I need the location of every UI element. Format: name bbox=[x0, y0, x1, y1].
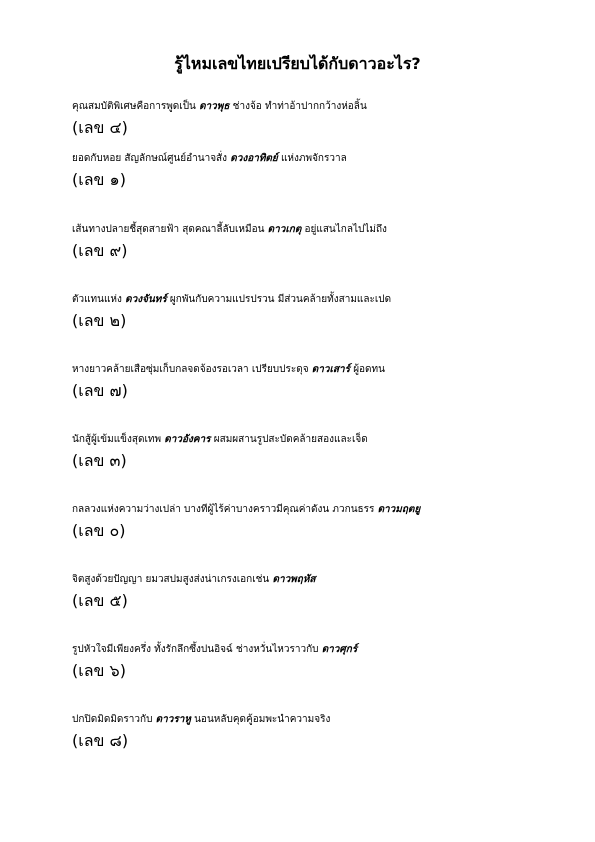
riddle-entry bbox=[72, 363, 542, 402]
planet-name: ดาวศุกร์ bbox=[321, 644, 358, 655]
answer-number: (เลข ๘) bbox=[72, 731, 129, 750]
riddle-text-after: ผูกพันกับความแปรปรวน มีส่วนคล้ายทั้งสามและเปด bbox=[166, 294, 392, 305]
riddle-text bbox=[72, 152, 542, 166]
planet-name: ดาวพฤหัส bbox=[272, 574, 316, 585]
riddle-text-after: นอนหลับคุดคู้อมพะนำความจริง bbox=[190, 714, 331, 725]
riddle-text-before: รูปหัวใจมีเพียงครึ่ง ทั้งรักลึกซึ้งปนอิจฉ์ ช่างหวั่นไหวราวกับ bbox=[72, 644, 322, 655]
riddle-text-before: ปกปิดมิดมิดราวกับ bbox=[72, 714, 156, 725]
riddle-entry bbox=[72, 573, 542, 612]
riddle-text-before: จิตสูงด้วยปัญญา ยมวสปมสูงส่งน่าเกรงเอกเช่น bbox=[72, 574, 273, 585]
planet-name: ดาวเกตุ bbox=[267, 224, 302, 235]
riddle-entry bbox=[72, 503, 542, 542]
answer-number: (เลข ๐) bbox=[72, 521, 126, 540]
planet-name: ดาวเสาร์ bbox=[311, 364, 351, 375]
riddle-text-after: แห่งภพจักรวาล bbox=[277, 153, 347, 164]
riddle-text-before: คุณสมบัติพิเศษคือการพูดเป็น bbox=[72, 101, 200, 112]
answer-number: (เลข ๒) bbox=[72, 311, 127, 330]
riddle-text bbox=[72, 713, 542, 727]
riddle-entry bbox=[72, 713, 542, 752]
answer-number: (เลข ๙) bbox=[72, 241, 128, 260]
riddle-entry bbox=[72, 293, 542, 332]
riddle-text bbox=[72, 363, 542, 377]
answer-number: (เลข ๓) bbox=[72, 451, 127, 470]
planet-name: ดวงจันทร์ bbox=[125, 294, 167, 305]
riddle-text bbox=[72, 293, 542, 307]
riddle-text-before: หางยาวคล้ายเสือซุ่มเก็บกลจดจ้องรอเวลา เปรียบประดุจ bbox=[72, 364, 312, 375]
riddle-text-before: ตัวแทนแห่ง bbox=[72, 294, 126, 305]
riddle-text bbox=[72, 643, 542, 657]
riddle-entry bbox=[72, 100, 542, 139]
riddle-text bbox=[72, 223, 542, 237]
planet-name: ดาวราหู bbox=[155, 714, 191, 725]
riddle-text-after: ผสมผสานรูปสะบัดคล้ายสองและเจ็ด bbox=[210, 434, 368, 445]
answer-number: (เลข ๕) bbox=[72, 591, 128, 610]
answer-number: (เลข ๑) bbox=[72, 170, 126, 189]
answer-number: (เลข ๗) bbox=[72, 381, 128, 400]
riddle-text bbox=[72, 573, 542, 587]
planet-name: ดาวพุธ bbox=[199, 101, 230, 112]
riddle-text-before: กลลวงแห่งความว่างเปล่า บางทีผู้ไร้ค่าบางคราวมีคุณค่าดังน ภวกนธรร bbox=[72, 504, 378, 515]
riddle-text-after: ผู้อดทน bbox=[350, 364, 385, 375]
riddle-text bbox=[72, 100, 542, 114]
answer-number: (เลข ๔) bbox=[72, 118, 128, 137]
riddle-entry bbox=[72, 433, 542, 472]
riddle-entry bbox=[72, 152, 542, 191]
planet-name: ดาวมฤตยู bbox=[377, 504, 421, 515]
riddle-entry bbox=[72, 643, 542, 682]
riddle-text bbox=[72, 503, 542, 517]
planet-name: ดาวอังคาร bbox=[164, 434, 211, 445]
riddle-text-before: นักสู้ผู้เข้มแข็งสุดเทพ bbox=[72, 434, 165, 445]
riddle-text bbox=[72, 433, 542, 447]
riddle-text-after: ช่างจ้อ ทำท่าอ้าปากกว้างห่อลิ้น bbox=[229, 101, 367, 112]
riddle-text-before: เส้นทางปลายชี้สุดสายฟ้า สุดคณาลี้ลับเหมือน bbox=[72, 224, 268, 235]
riddle-text-before: ยอดกับหอย สัญลักษณ์ศูนย์อำนาจสั่ง bbox=[72, 153, 231, 164]
riddle-text-after: อยู่แสนไกลไปไม่ถึง bbox=[301, 224, 387, 235]
answer-number: (เลข ๖) bbox=[72, 661, 126, 680]
planet-name: ดวงอาทิตย์ bbox=[230, 153, 278, 164]
riddle-entry bbox=[72, 223, 542, 262]
page-title: รู้ไหมเลขไทยเปรียบได้กับดาวอะไร? bbox=[174, 54, 421, 73]
